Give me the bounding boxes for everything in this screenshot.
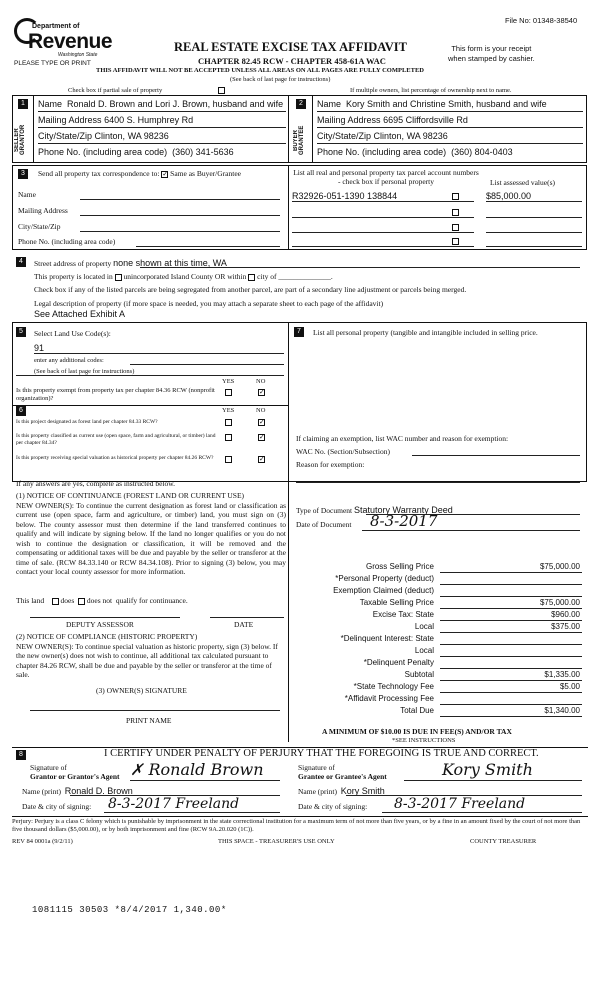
assessed-label: List assessed value(s) [490, 178, 555, 187]
grantor-date-city[interactable]: 8-3-2017 Freeland [108, 796, 240, 812]
tax-row-label: Local [414, 622, 434, 631]
tax-row-value[interactable]: $75,000.00 [539, 598, 580, 607]
grantee-date-city[interactable]: 8-3-2017 Freeland [394, 796, 526, 812]
tax-row-label: Taxable Selling Price [359, 598, 434, 607]
tax-row-label: *State Technology Fee [353, 682, 434, 691]
tax-row-label: Total Due [400, 706, 434, 715]
land-use-code[interactable]: 91 [34, 343, 45, 353]
tax-row-value[interactable]: $375.00 [551, 622, 580, 631]
notice-of-continuance: (1) NOTICE OF CONTINUANCE (FOREST LAND OR CURRENT USE) NEW OWNER(S): To continue the current designation as forest land or classification as current use (open space, farm and agriculture, or timber) land, you must sign on (3) below. The county assessor must then determine if the land transferred continues to qualify and will indicate by signing below. If the land no longer qualifies or you do not wish to continue the designation or classification, it will be removed and the compensating or additional taxes will be due and payable by the seller or transferor at the time of sale. (RCW 84.33.140 or RCW 84.34.108). Prior to signing (3) below, you may contact your local county assessor for more information. [16, 491, 286, 576]
exempt-question: Is this property exempt from property tax per chapter 84.36 RCW (nonprofit organization)? [16, 387, 215, 402]
parcel-2-checkbox[interactable] [452, 209, 459, 216]
tax-row-label: Local [414, 646, 434, 655]
certify-statement: I CERTIFY UNDER PENALTY OF PERJURY THAT THE FOREGOING IS TRUE AND CORRECT. [104, 748, 539, 759]
corr-phone-line[interactable] [136, 246, 280, 247]
buyer-side-label: BUYER GRANTEE [293, 125, 305, 155]
parcel-3-checkbox[interactable] [452, 224, 459, 231]
wac-line[interactable] [412, 455, 580, 456]
historic-question: Is this property receiving special valuation as historical property per chapter 84.26 RCW? [16, 455, 214, 461]
unincorporated-checkbox[interactable] [115, 274, 122, 281]
logo-dept-line: Department of [32, 23, 80, 30]
grantee-signature[interactable]: Kory Smith [442, 760, 533, 779]
section-6-number: 6 [16, 406, 26, 416]
grantee-name-row: Name (print) Kory Smith [298, 786, 385, 796]
form-title: REAL ESTATE EXCISE TAX AFFIDAVIT [174, 40, 407, 54]
buyer-phone[interactable]: (360) 804-0403 [451, 147, 513, 157]
partial-sale-label: Check box if partial sale of property [68, 87, 163, 94]
parcel-number[interactable]: R32926-051-1390 138844 [292, 191, 398, 201]
tax-row-label: Exemption Claimed (deduct) [333, 586, 434, 595]
legal-desc-label: Legal description of property (if more space is needed, you may attach a separate sheet to each page of the affidavit) [34, 299, 384, 308]
yes-header: YES [222, 378, 235, 385]
seller-phone[interactable]: (360) 341-5636 [172, 147, 234, 157]
seller-city-row: City/State/Zip Clinton, WA 98236 [38, 131, 169, 141]
tax-row-value[interactable]: $1,335.00 [544, 670, 580, 679]
buyer-city[interactable]: Clinton, WA 98236 [373, 131, 448, 141]
corr-addr-label: Mailing Address [18, 206, 68, 215]
seller-addr-row: Mailing Address 6400 S. Humphrey Rd [38, 115, 194, 125]
logo-word: Revenue [28, 30, 113, 53]
forest-yes-checkbox[interactable] [225, 419, 232, 426]
reason-label: Reason for exemption: [296, 460, 365, 469]
buyer-name[interactable]: Kory Smith and Christine Smith, husband and wife [346, 99, 547, 109]
segregated-row: Check box if any of the listed parcels are being segregated from another parcel, are part of a secondary line adjustment or parcels being merged. [34, 285, 467, 294]
rev-number: REV 84 0001a (9/2/11) [12, 838, 73, 845]
does-checkbox[interactable] [52, 598, 59, 605]
deputy-assessor-line[interactable] [30, 617, 180, 618]
see-instructions: *SEE INSTRUCTIONS [392, 737, 456, 744]
please-type: PLEASE TYPE OR PRINT [14, 60, 91, 67]
land-use-label: Select Land Use Code(s): [34, 329, 111, 338]
tax-row-value[interactable]: $960.00 [551, 610, 580, 619]
no-header: NO [256, 378, 266, 385]
tax-row-label: *Personal Property (deduct) [335, 574, 434, 583]
grantor-name[interactable]: Ronald D. Brown [64, 786, 133, 796]
assessor-date-label: DATE [234, 620, 254, 629]
corr-addr-line[interactable] [80, 215, 280, 216]
seller-name[interactable]: Ronald D. Brown and Lori J. Brown, husband and wife [67, 99, 284, 109]
s6-yes-header: YES [222, 407, 235, 414]
current-use-question: Is this property classified as current use (open space, farm and agricultural, or timber) land per chapter 84.34? [16, 433, 216, 446]
section-7-number: 7 [294, 327, 304, 337]
parcel-list-label: List all real and personal property tax parcel account numbers - check box if personal property [293, 168, 479, 186]
tax-row-value[interactable]: $1,340.00 [544, 706, 580, 715]
grantee-name[interactable]: Kory Smith [340, 786, 385, 796]
seller-phone-row: Phone No. (including area code) (360) 341-5636 [38, 147, 234, 157]
section-8-number: 8 [16, 750, 26, 760]
logo-state-line: Washington State [58, 52, 98, 58]
tax-row-label: *Delinquent Interest: State [340, 634, 434, 643]
current-use-yes-checkbox[interactable] [225, 434, 232, 441]
reason-line[interactable] [296, 482, 580, 483]
land-use-see-back: (See back of last page for instructions) [34, 368, 135, 375]
seller-city[interactable]: Clinton, WA 98236 [94, 131, 169, 141]
section-4-number: 4 [16, 257, 26, 267]
location-row: This property is located in unincorporated Island County OR within city of ______________. [34, 272, 333, 281]
corr-city-line[interactable] [80, 231, 280, 232]
perjury-notice: Perjury: Perjury is a class C felony which is punishable by imprisonment in the state correctional institution for a maximum term of not more than five years, or by a fine in an amount fixed by the court of not more than five thousand dollars ($5,000.00), or by both imprisonment and fine (RCW 9A.20.020 (1C)). [12, 818, 581, 833]
buyer-name-row: Name Kory Smith and Christine Smith, husband and wife [317, 99, 547, 109]
print-name-label: PRINT NAME [126, 716, 172, 725]
owner-signature-label: (3) OWNER(S) SIGNATURE [96, 686, 187, 695]
does-not-checkbox[interactable] [78, 598, 85, 605]
doc-type-row: Type of Document Statutory Warranty Deed [296, 505, 453, 515]
tax-row-label: *Delinquent Penalty [363, 658, 434, 667]
warning-text: THIS AFFIDAVIT WILL NOT BE ACCEPTED UNLESS ALL AREAS ON ALL PAGES ARE FULLY COMPLETED [96, 67, 424, 74]
street-address-row: Street address of property none shown at this time, WA [34, 258, 227, 268]
partial-sale-checkbox[interactable] [218, 87, 225, 94]
section-2-number: 2 [296, 99, 306, 109]
any-yes-note: If any answers are yes, complete as instructed below. [16, 479, 176, 488]
grantor-date-label: Date & city of signing: [22, 802, 92, 811]
corr-name-label: Name [18, 190, 36, 199]
current-use-no-checkbox[interactable]: ✓ [259, 433, 265, 441]
doc-date-label: Date of Document [296, 520, 352, 529]
doc-type[interactable]: Statutory Warranty Deed [354, 505, 453, 515]
grantor-name-row: Name (print) Ronald D. Brown [22, 786, 133, 796]
tax-row-value[interactable]: $5.00 [559, 682, 580, 691]
buyer-city-row: City/State/Zip Clinton, WA 98236 [317, 131, 448, 141]
historic-no-checkbox[interactable]: ✓ [259, 455, 265, 463]
buyer-addr-row: Mailing Address 6695 Cliffordsville Rd [317, 115, 468, 125]
parcel-1-checkbox[interactable] [452, 193, 459, 200]
receipt-note: This form is your receipt when stamped by cashier. [448, 44, 535, 63]
corr-phone-label: Phone No. (including area code) [18, 237, 116, 246]
grantee-sig-label: Signature of Grantee or Grantee's Agent [298, 763, 387, 781]
grantor-signature[interactable]: ✗ Ronald Brown [130, 760, 264, 779]
grantee-date-label: Date & city of signing: [298, 802, 368, 811]
tax-row-label: *Affidavit Processing Fee [344, 694, 434, 703]
personal-property-label: List all personal property (tangible and intangible included in selling price. [313, 328, 538, 337]
tax-row-label: Excise Tax: State [372, 610, 434, 619]
tax-row-value[interactable]: $75,000.00 [539, 562, 580, 571]
doc-date[interactable]: 8-3-2017 [370, 512, 438, 530]
wac-label: WAC No. (Section/Subsection) [296, 447, 390, 456]
same-as-buyer-checkbox[interactable]: ✓ [162, 169, 169, 178]
corr-city-label: City/State/Zip [18, 222, 61, 231]
assessor-date-line[interactable] [210, 617, 284, 618]
notice-of-compliance: (2) NOTICE OF COMPLIANCE (HISTORIC PROPERTY) NEW OWNER(S): To continue special valuation as historic property, sign (3) below. If the new owner(s) does not wish to continue, all additional tax calculated pursuant to chapter 84.26 RCW, shall be due and payable by the seller or transferor at the time of sale. [16, 632, 278, 679]
section-5-number: 5 [16, 327, 26, 337]
continuance-row: This land does does not qualify for continuance. [16, 596, 188, 605]
section-1-number: 1 [18, 99, 28, 109]
form-subtitle: CHAPTER 82.45 RCW - CHAPTER 458-61A WAC [198, 56, 386, 66]
exempt-yes-checkbox[interactable] [225, 389, 232, 396]
seller-address[interactable]: 6400 S. Humphrey Rd [104, 115, 194, 125]
tax-row-label: Subtotal [404, 670, 434, 679]
county-treasurer-label: COUNTY TREASURER [470, 838, 537, 845]
forest-question: Is this project designated as forest land per chapter 84.33 RCW? [16, 419, 158, 425]
buyer-address[interactable]: 6695 Cliffordsville Rd [383, 115, 468, 125]
see-back-note: (See back of last page for instructions) [230, 76, 331, 83]
corr-name-line[interactable] [80, 199, 280, 200]
grantor-sig-label: Signature of Grantor or Grantor's Agent [30, 763, 120, 781]
legal-description[interactable]: See Attached Exhibit A [34, 309, 126, 319]
deputy-assessor-label: DEPUTY ASSESSOR [66, 620, 134, 629]
street-address[interactable]: none shown at this time, WA [113, 258, 227, 268]
buyer-phone-row: Phone No. (including area code) (360) 804-0403 [317, 147, 513, 157]
s6-no-header: NO [256, 407, 266, 414]
treasurer-space-label: THIS SPACE - TREASURER'S USE ONLY [218, 838, 335, 845]
minimum-fee-note: A MINIMUM OF $10.00 IS DUE IN FEE(S) AND/OR TAX [322, 727, 512, 736]
city-checkbox[interactable] [248, 274, 255, 281]
file-number: File No: 01348-38540 [505, 16, 578, 25]
send-correspondence: Send all property tax correspondence to: ✓ Same as Buyer/Grantee [38, 169, 241, 178]
forest-no-checkbox[interactable]: ✓ [259, 418, 265, 426]
cashier-receipt-stamp: 1081115 30503 *8/4/2017 1,340.00* [32, 905, 227, 915]
assessed-value[interactable]: $85,000.00 [486, 191, 532, 201]
seller-name-row: Name Ronald D. Brown and Lori J. Brown, husband and wife [38, 99, 284, 109]
section-3-number: 3 [18, 169, 28, 179]
parcel-4-checkbox[interactable] [452, 238, 459, 245]
tax-row-label: Gross Selling Price [365, 562, 434, 571]
owner-signature-line[interactable] [30, 710, 280, 711]
seller-side-label: SELLER GRANTOR [14, 124, 26, 156]
multi-owner-note: If multiple owners, list percentage of ownership next to name. [350, 87, 512, 94]
additional-codes-label: enter any additional codes: [34, 357, 104, 364]
exempt-no-checkbox[interactable]: ✓ [259, 388, 265, 396]
exemption-label: If claiming an exemption, list WAC number and reason for exemption: [296, 434, 509, 443]
historic-yes-checkbox[interactable] [225, 456, 232, 463]
